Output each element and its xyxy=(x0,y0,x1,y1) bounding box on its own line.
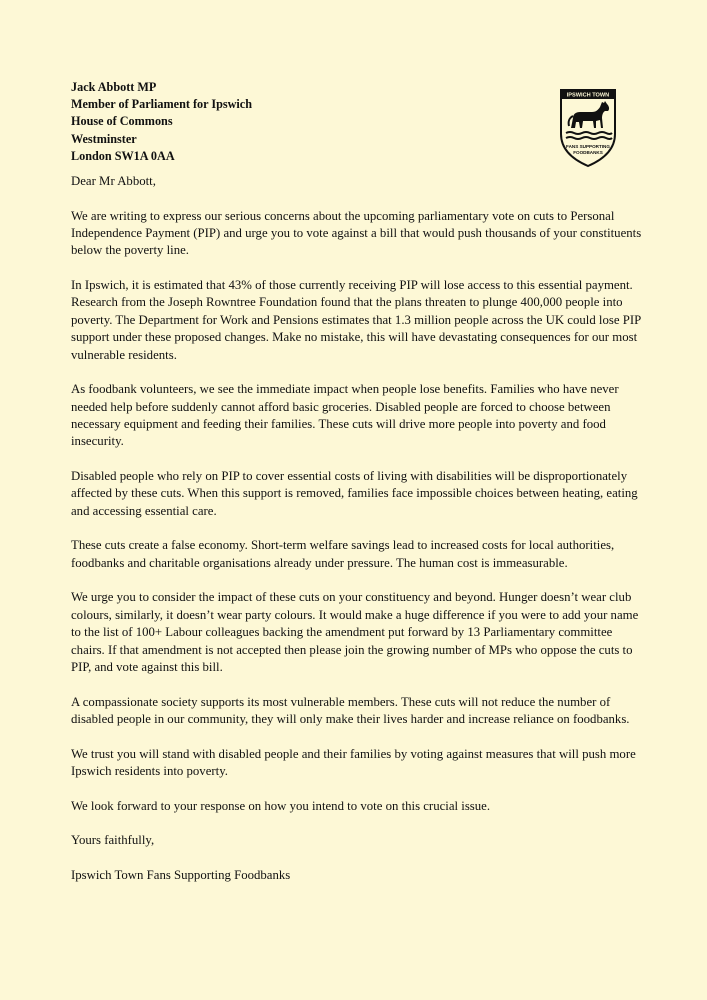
paragraph: We are writing to express our serious concerns about the upcoming parliamentary vote on cuts to Personal Independence Payment (PIP) and urge you to vote against a bill that would push thousands of your constituents below the poverty line. xyxy=(71,208,642,258)
greeting: Dear Mr Abbott, xyxy=(71,174,156,188)
paragraph: A compassionate society supports its most vulnerable members. These cuts will not reduce the number of disabled people in our community, they will only make their lives harder and increase reliance on foodbanks. xyxy=(71,694,630,727)
paragraph: Disabled people who rely on PIP to cover essential costs of living with disabilities will be disproportionately affected by these cuts. When this support is removed, families face impossible choices between heating, eating and accessing essential care. xyxy=(71,469,638,518)
address-line: House of Commons xyxy=(71,114,173,129)
horse-crest-icon xyxy=(558,88,618,168)
paragraph: We look forward to your response on how you intend to vote on this crucial issue. xyxy=(71,798,491,813)
address-line: Westminster xyxy=(71,131,137,146)
paragraph: We trust you will stand with disabled people and their families by voting against measures that will push more Ipswich residents into poverty. xyxy=(71,746,636,779)
logo-bottom-line: FOODBANKS xyxy=(573,150,603,155)
paragraph: These cuts create a false economy. Short-term welfare savings lead to increased costs for local authorities, foodbanks and charitable organisations already under pressure. The human cost is immeasurable. xyxy=(71,538,615,570)
address-line: London SW1A 0AA xyxy=(71,148,175,163)
address-line: Jack Abbott MP xyxy=(71,80,157,94)
address-line: Member of Parliament for Ipswich xyxy=(71,97,252,112)
paragraph: In Ipswich, it is estimated that 43% of those currently receiving PIP will lose access to this essential payment. Research from the Joseph Rowntree Foundation found that the plans threaten to plunge 400,000 people into poverty. The Department for Work and Pensions estimates that 1.3 million people across the UK could lose PIP support under these proposed changes. Make no mistake, this will have devastating consequences for our most vulnerable residents. xyxy=(71,278,641,362)
signature: Ipswich Town Fans Supporting Foodbanks xyxy=(71,867,291,882)
paragraph: We urge you to consider the impact of these cuts on your constituency and beyond. Hunger doesn’t wear club colours, similarly, it doesn’t wear party colours. It would make a huge difference if you were to add your name to the list of 100+ Labour colleagues backing the amendment put forward by 13 Parliamentary committee chairs. If that amendment is not accepted then please join the growing number of MPs who oppose the cuts to PIP, and vote against this bill. xyxy=(71,590,639,675)
logo-top-text: IPSWICH TOWN xyxy=(566,92,610,99)
paragraph: As foodbank volunteers, we see the immediate impact when people lose benefits. Families who have never needed help before suddenly cannot afford basic groceries. Disabled people are forced to choose between necessary equipment and feeding their families. These cuts will drive more people into poverty and food insecurity. xyxy=(71,382,619,449)
recipient-address xyxy=(71,79,252,165)
letter-body xyxy=(71,173,643,901)
closing: Yours faithfully, xyxy=(71,833,155,848)
logo-bottom-line: FANS SUPPORTING xyxy=(566,144,610,149)
